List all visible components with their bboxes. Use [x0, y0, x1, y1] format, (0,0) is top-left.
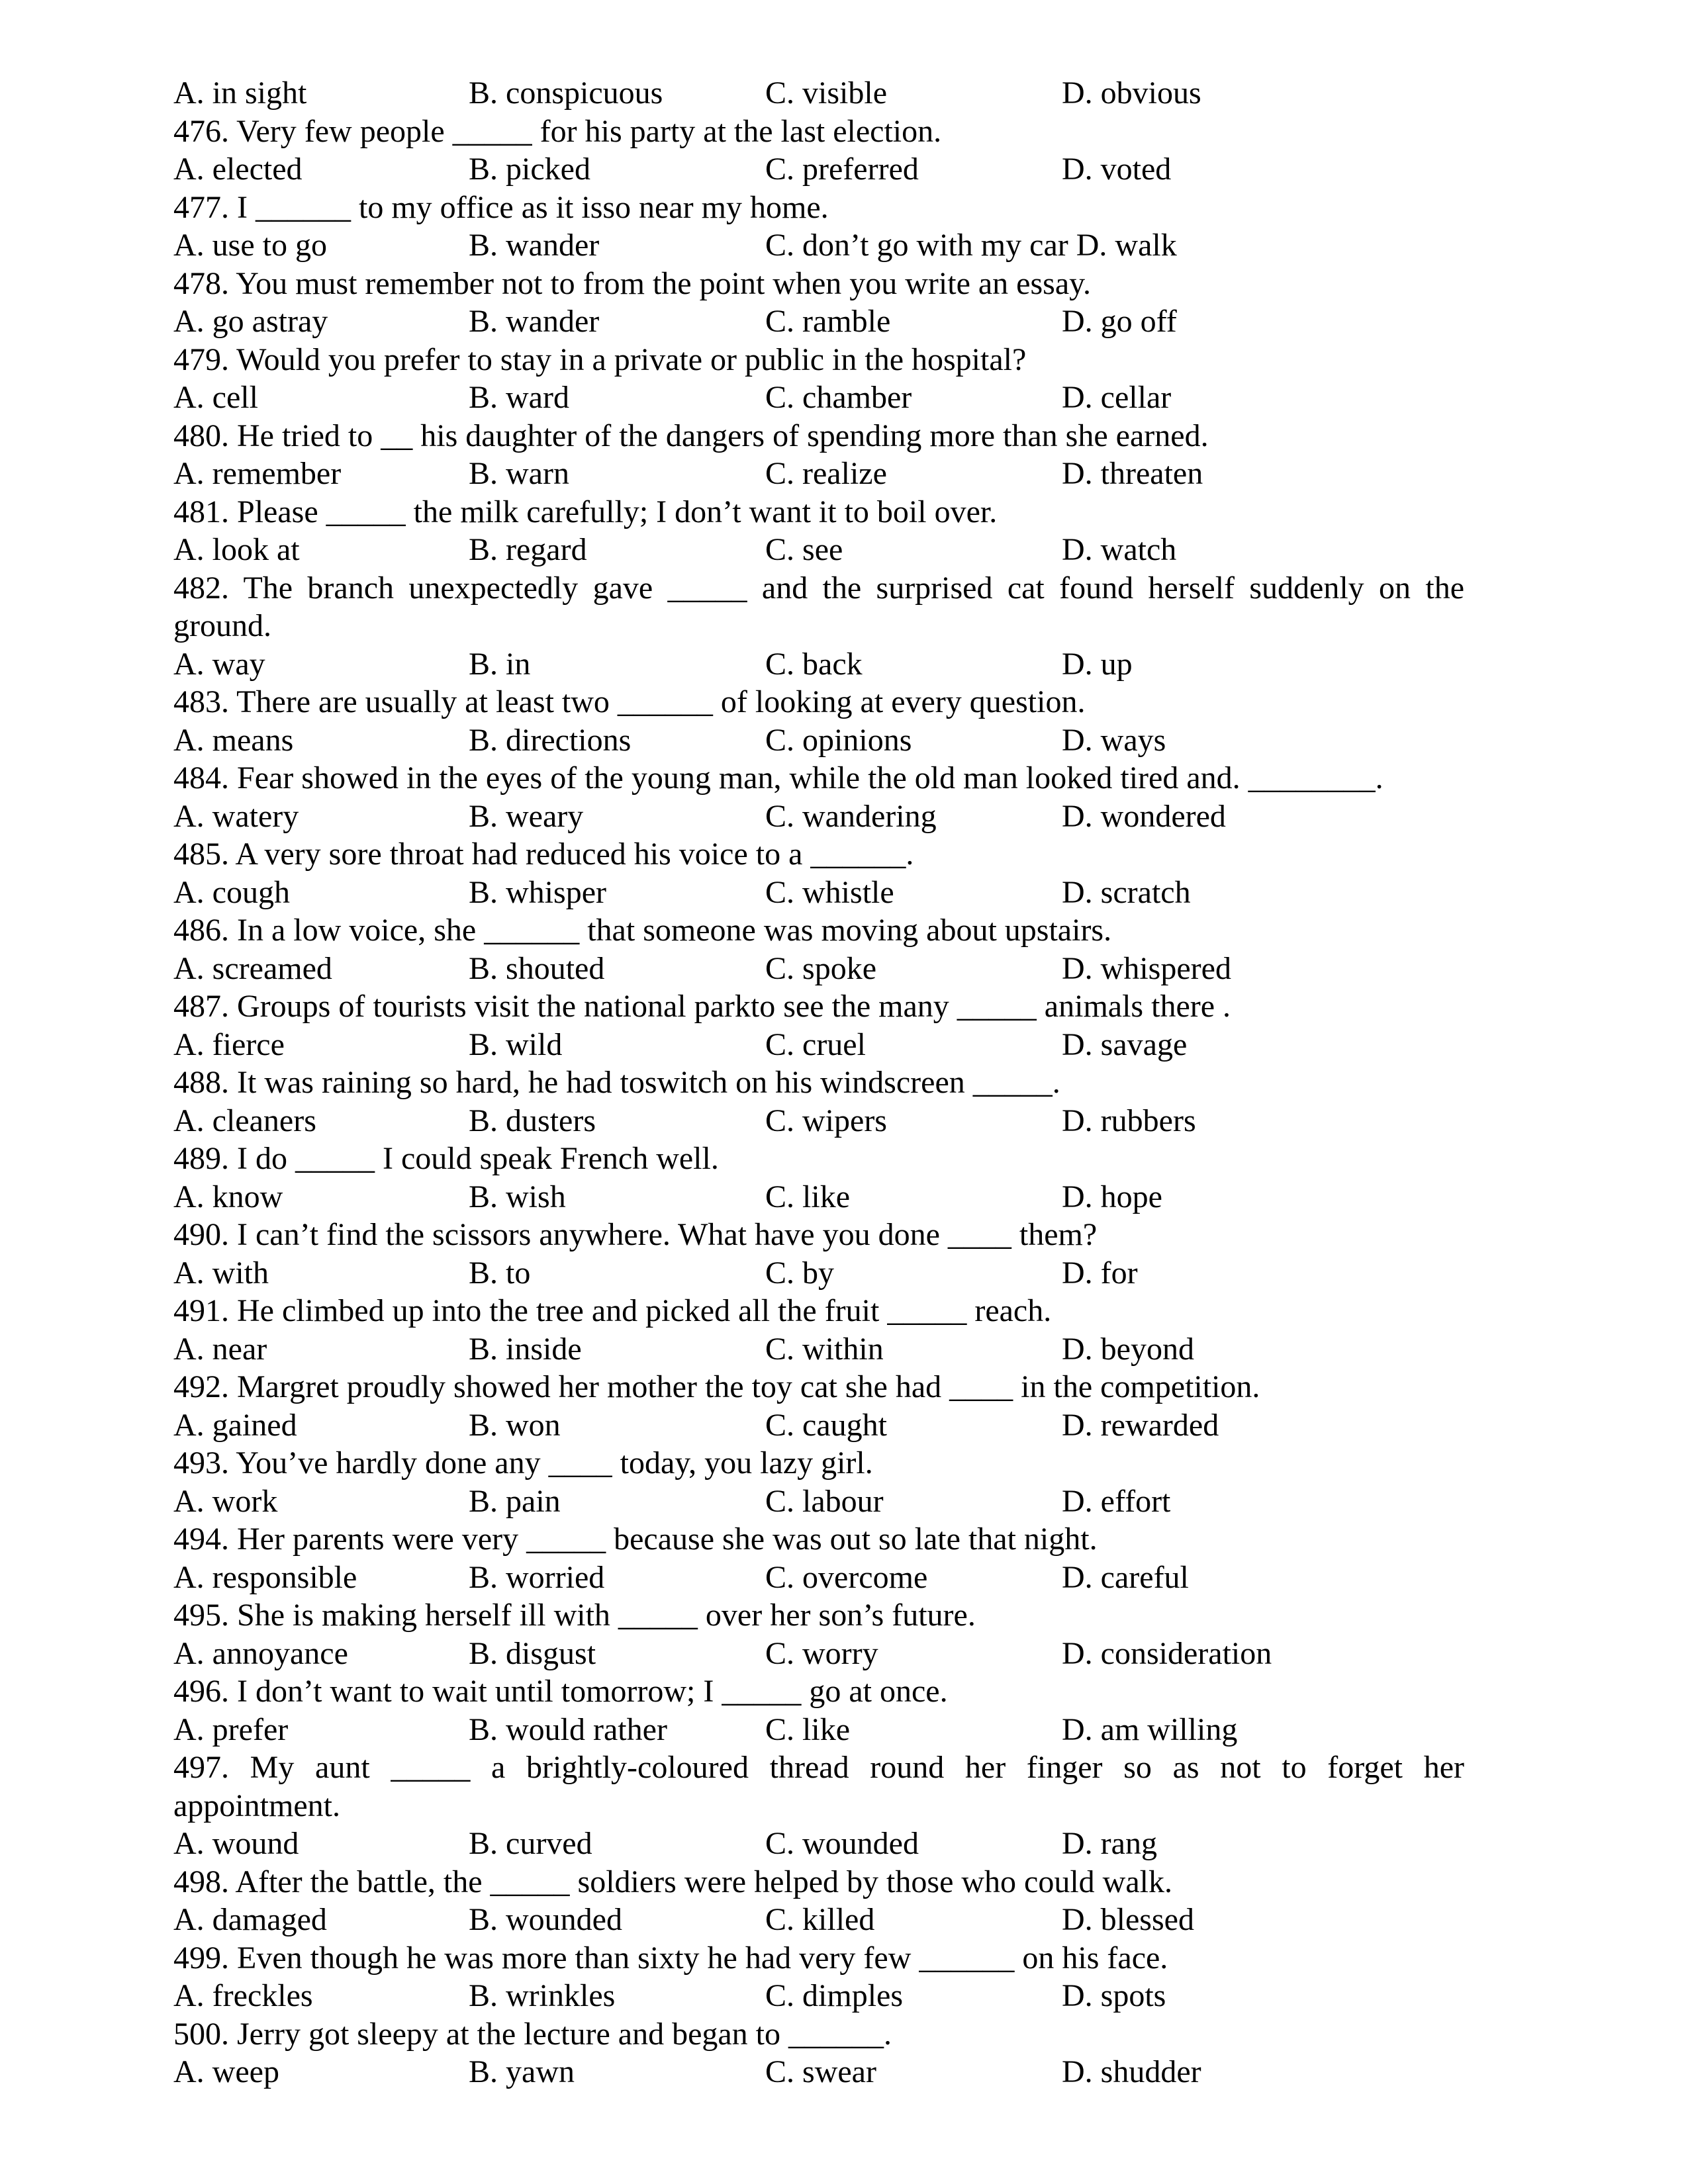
option-c: C. like — [765, 1711, 850, 1747]
option-d: D. spots — [1062, 1978, 1166, 2013]
answer-options-row — [173, 1102, 1464, 1140]
option-b: B. wrinkles — [469, 1978, 616, 2013]
option-a: A. watery — [173, 798, 299, 834]
option-c: C. whistle — [765, 874, 894, 910]
answer-options-row — [173, 1254, 1464, 1293]
option-d: D. am willing — [1062, 1711, 1238, 1747]
option-b: B. won — [469, 1407, 561, 1443]
option-d: D. scratch — [1062, 874, 1191, 910]
option-c: C. worry — [765, 1635, 878, 1671]
question-text: 492. Margret proudly showed her mother the toy cat she had ____ in the competition. — [173, 1369, 1260, 1404]
option-c: C. see — [765, 532, 843, 567]
option-c: C. preferred — [765, 152, 919, 187]
answer-options-row — [173, 74, 1464, 113]
option-b: B. directions — [469, 722, 632, 758]
answer-options-row — [173, 1330, 1464, 1369]
option-d: D. watch — [1062, 532, 1177, 567]
option-d: D. threaten — [1062, 456, 1203, 491]
question-text: 476. Very few people _____ for his party at the last election. — [173, 113, 942, 149]
question-text: 483. There are usually at least two ______ of looking at every question. — [173, 684, 1086, 719]
option-c: C. within — [765, 1331, 884, 1367]
option-d: D. rewarded — [1062, 1407, 1219, 1443]
answer-options-row — [173, 226, 1464, 265]
option-c: C. opinions — [765, 722, 912, 758]
answer-options-row — [173, 1635, 1464, 1673]
option-a: A. in sight — [173, 75, 307, 111]
answer-options-row — [173, 1482, 1464, 1521]
option-b: B. worried — [469, 1559, 605, 1595]
option-c: C. back — [765, 646, 863, 682]
option-a: A. elected — [173, 152, 303, 187]
option-d: D. effort — [1062, 1483, 1171, 1519]
option-c: C. wandering — [765, 798, 937, 834]
question-text: 494. Her parents were very _____ because she was out so late that night. — [173, 1522, 1098, 1557]
question-text: 486. In a low voice, she ______ that someone was moving about upstairs. — [173, 913, 1112, 948]
question-text: 482. The branch unexpectedly gave _____ and the surprised cat found herself suddenly on the — [173, 570, 1464, 606]
question-text: 498. After the battle, the _____ soldiers were helped by those who could walk. — [173, 1864, 1172, 1899]
option-b: B. weary — [469, 798, 584, 834]
option-a: A. with — [173, 1255, 269, 1291]
option-a: A. wound — [173, 1826, 299, 1861]
option-c: C. by — [765, 1255, 835, 1291]
question-text: 485. A very sore throat had reduced his voice to a ______. — [173, 837, 914, 872]
question-text: 480. He tried to __ his daughter of the dangers of spending more than she earned. — [173, 418, 1209, 453]
answer-options-row — [173, 379, 1464, 417]
option-a: A. responsible — [173, 1559, 357, 1595]
question-text: 500. Jerry got sleepy at the lecture and began to ______. — [173, 2016, 892, 2052]
answer-options-row — [173, 1026, 1464, 1064]
option-b: B. disgust — [469, 1635, 596, 1671]
option-a: A. screamed — [173, 950, 332, 986]
option-b: B. would rather — [469, 1711, 667, 1747]
answer-options-row — [173, 1977, 1464, 2015]
option-a: A. prefer — [173, 1711, 289, 1747]
option-a: A. way — [173, 646, 265, 682]
option-d: D. rang — [1062, 1826, 1157, 1861]
option-c: C. overcome — [765, 1559, 928, 1595]
option-b: B. whisper — [469, 874, 606, 910]
option-a: A. use to go — [173, 228, 327, 263]
option-c: C. swear — [765, 2054, 876, 2089]
option-c: C. realize — [765, 456, 887, 491]
answer-options-row — [173, 302, 1464, 341]
answer-options-row — [173, 874, 1464, 912]
option-d: D. hope — [1062, 1179, 1162, 1214]
option-d: D. savage — [1062, 1026, 1188, 1062]
option-d: D. wondered — [1062, 798, 1226, 834]
option-d: D. rubbers — [1062, 1103, 1196, 1138]
option-c: C. visible — [765, 75, 888, 111]
option-a: A. work — [173, 1483, 278, 1519]
option-a: A. freckles — [173, 1978, 313, 2013]
option-d: D. shudder — [1062, 2054, 1201, 2089]
answer-options-row — [173, 1901, 1464, 1939]
answer-options-row — [173, 1825, 1464, 1863]
option-c: C. dimples — [765, 1978, 904, 2013]
option-c: C. spoke — [765, 950, 876, 986]
question-text: 487. Groups of tourists visit the national parkto see the many _____ animals there . — [173, 989, 1231, 1024]
question-text: 491. He climbed up into the tree and picked all the fruit _____ reach. — [173, 1293, 1052, 1328]
answer-options-row — [173, 1178, 1464, 1216]
option-d: D. consideration — [1062, 1635, 1272, 1671]
option-c: C. labour — [765, 1483, 884, 1519]
option-a: A. look at — [173, 532, 300, 567]
question-text: 499. Even though he was more than sixty he had very few ______ on his face. — [173, 1940, 1168, 1976]
option-b: B. dusters — [469, 1103, 596, 1138]
option-b: B. picked — [469, 152, 590, 187]
option-d: D. go off — [1062, 304, 1177, 339]
answer-options-row — [173, 2053, 1464, 2091]
answer-options-row — [173, 1406, 1464, 1445]
answer-options-row — [173, 1711, 1464, 1749]
question-text: 484. Fear showed in the eyes of the young man, while the old man looked tired and. ________. — [173, 760, 1383, 796]
question-text: ground. — [173, 608, 271, 643]
option-d: D. obvious — [1062, 75, 1201, 111]
question-text: 488. It was raining so hard, he had toswitch on his windscreen _____. — [173, 1065, 1060, 1100]
option-c: C. wounded — [765, 1826, 919, 1861]
answer-options-row — [173, 721, 1464, 760]
question-text: 493. You’ve hardly done any ____ today, you lazy girl. — [173, 1445, 873, 1480]
question-text: 477. I ______ to my office as it isso near my home. — [173, 189, 829, 225]
option-a: A. damaged — [173, 1902, 327, 1937]
option-a: A. near — [173, 1331, 267, 1367]
option-a: A. cell — [173, 380, 258, 415]
option-a: A. gained — [173, 1407, 297, 1443]
answer-options-row — [173, 645, 1464, 684]
option-c: C. caught — [765, 1407, 887, 1443]
option-a: A. annoyance — [173, 1635, 348, 1671]
option-c: C. like — [765, 1179, 850, 1214]
question-text: 489. I do _____ I could speak French well. — [173, 1141, 719, 1176]
option-b: B. wander — [469, 228, 600, 263]
option-b: B. shouted — [469, 950, 605, 986]
document-page — [173, 74, 1464, 2091]
option-b: B. wounded — [469, 1902, 622, 1937]
option-b: B. regard — [469, 532, 587, 567]
option-b: B. in — [469, 646, 531, 682]
option-c: C. cruel — [765, 1026, 866, 1062]
option-b: B. yawn — [469, 2054, 575, 2089]
option-a: A. know — [173, 1179, 283, 1214]
question-text: 481. Please _____ the milk carefully; I don’t want it to boil over. — [173, 494, 998, 529]
question-text: 495. She is making herself ill with _____ over her son’s future. — [173, 1598, 976, 1633]
option-b: B. pain — [469, 1483, 561, 1519]
option-c: C. chamber — [765, 380, 912, 415]
option-d: D. cellar — [1062, 380, 1172, 415]
question-text: 497. My aunt _____ a brightly-coloured thread round her finger so as not to forget her — [173, 1750, 1464, 1785]
option-d: D. blessed — [1062, 1902, 1194, 1937]
option-d: D. voted — [1062, 152, 1172, 187]
option-b: B. inside — [469, 1331, 582, 1367]
option-d: D. up — [1062, 646, 1133, 682]
question-text: 478. You must remember not to from the point when you write an essay. — [173, 265, 1092, 301]
option-d: D. careful — [1062, 1559, 1189, 1595]
option-d: D. beyond — [1062, 1331, 1194, 1367]
answer-options-row — [173, 950, 1464, 988]
answer-options-row — [173, 531, 1464, 569]
option-d: D. for — [1062, 1255, 1138, 1291]
answer-options-row — [173, 150, 1464, 189]
option-d: D. whispered — [1062, 950, 1231, 986]
option-b: B. wild — [469, 1026, 563, 1062]
option-b: B. curved — [469, 1826, 592, 1861]
option-a: A. cleaners — [173, 1103, 316, 1138]
option-b: B. wander — [469, 304, 600, 339]
option-d: D. ways — [1062, 722, 1166, 758]
option-c: C. don’t go with my car D. walk — [765, 228, 1177, 263]
option-b: B. to — [469, 1255, 531, 1291]
question-text: 479. Would you prefer to stay in a private or public in the hospital? — [173, 341, 1027, 377]
question-text: appointment. — [173, 1788, 340, 1823]
option-a: A. weep — [173, 2054, 279, 2089]
answer-options-row — [173, 797, 1464, 836]
answer-options-row — [173, 1559, 1464, 1597]
option-a: A. remember — [173, 456, 342, 491]
option-b: B. warn — [469, 456, 569, 491]
option-c: C. killed — [765, 1902, 875, 1937]
option-b: B. wish — [469, 1179, 566, 1214]
option-b: B. conspicuous — [469, 75, 663, 111]
option-a: A. means — [173, 722, 294, 758]
answer-options-row — [173, 455, 1464, 493]
option-a: A. cough — [173, 874, 290, 910]
option-c: C. wipers — [765, 1103, 887, 1138]
question-text: 490. I can’t find the scissors anywhere. What have you done ____ them? — [173, 1217, 1098, 1252]
question-text: 496. I don’t want to wait until tomorrow; I _____ go at once. — [173, 1674, 948, 1709]
option-c: C. ramble — [765, 304, 891, 339]
option-b: B. ward — [469, 380, 569, 415]
option-a: A. go astray — [173, 304, 328, 339]
option-a: A. fierce — [173, 1026, 285, 1062]
